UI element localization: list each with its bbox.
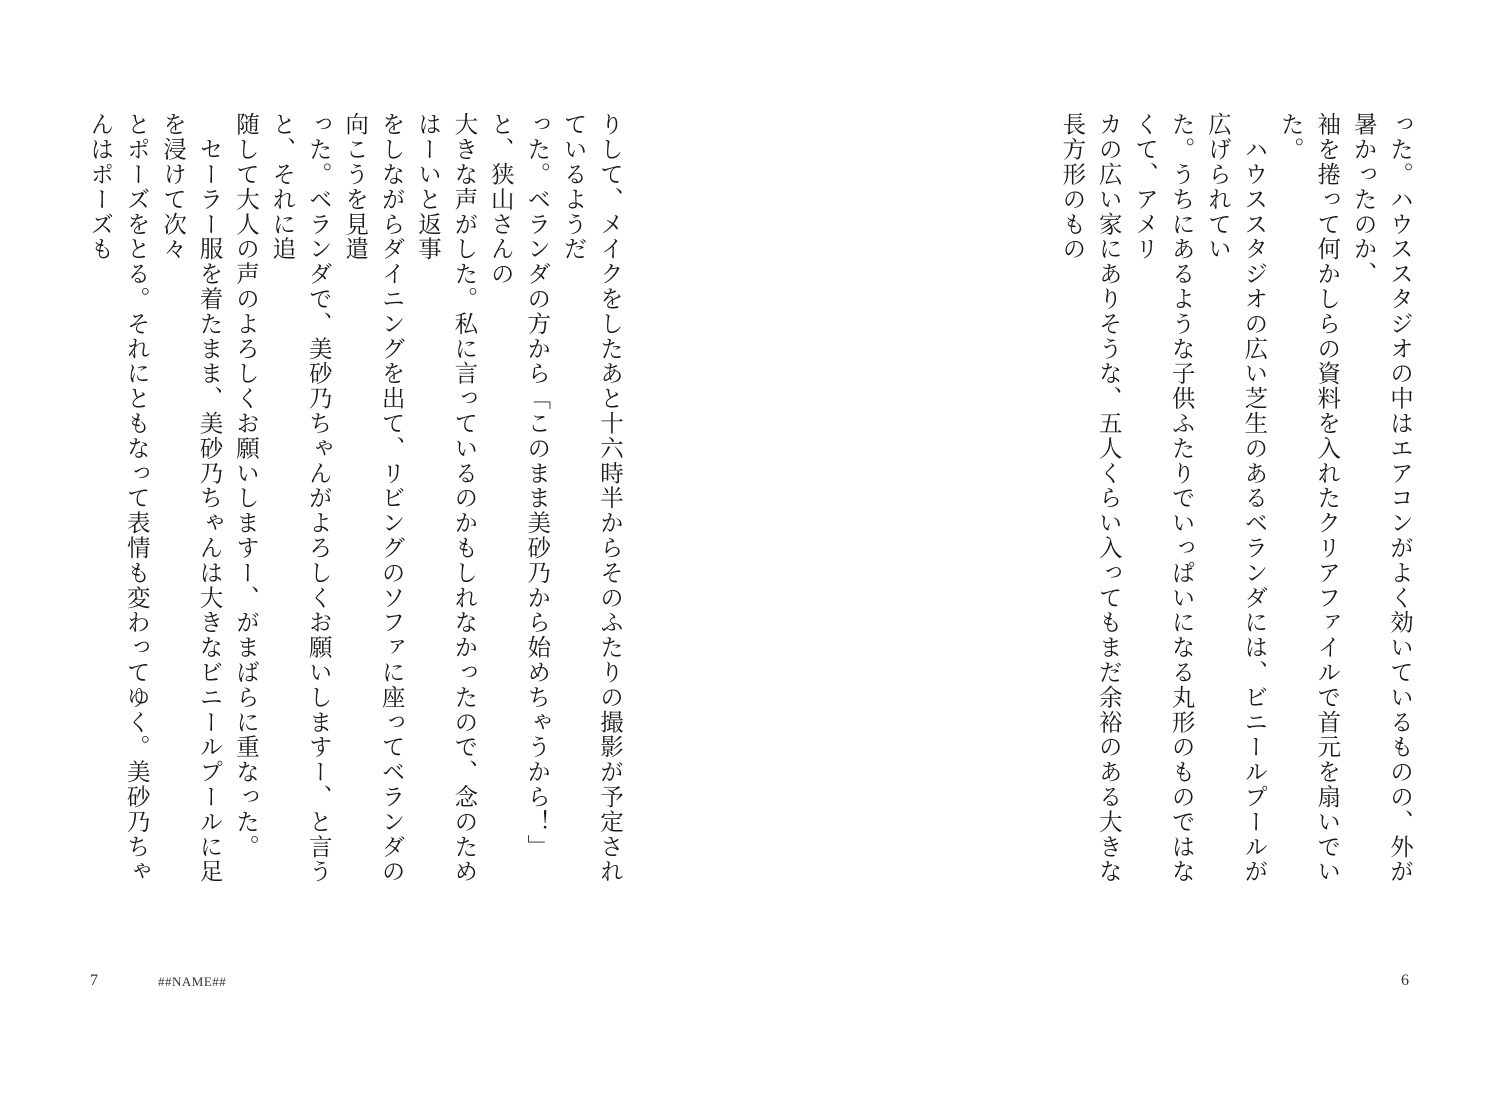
page-number: 6 <box>1401 972 1409 989</box>
text-line: をしながらダイニングを出て、リビングのソファに座ってベランダの向こうを見遣 <box>341 112 406 884</box>
text-line <box>1053 112 1054 902</box>
left-page-body-text <box>82 112 628 902</box>
text-line: 大きな声がした。私に言っているのかもしれなかったので、念のためはーいと返事 <box>413 112 479 884</box>
text-line: カの広い家にありそうな、五人くらい入ってもまだ余裕のある大きな長方形のもの <box>1058 112 1123 884</box>
text-line: った。ベランダの方から「このまま美砂乃から始めちゃうから！」と、狭山さんの <box>486 112 552 859</box>
text-line: った。ハウススタジオの中はエアコンがよく効いているものの、外が暑かったのか、 <box>1349 112 1414 884</box>
text-line: 袖を捲って何かしらの資料を入れたクリアファイルで首元を扇いでいた。 <box>1276 112 1342 884</box>
text-line: りして、メイクをしたあと十六時半からそのふたりの撮影が予定されているようだ <box>559 112 624 884</box>
text-line: セーラー服を着たまま、美砂乃ちゃんは大きなビニールプールに足を浸けて次々 <box>159 112 224 884</box>
text-line: 随して大人の声のよろしくお願いしますー、がまばらに重なった。 <box>231 112 260 859</box>
right-page <box>750 0 1500 1102</box>
text-line: った。ベランダで、美砂乃ちゃんがよろしくお願いしますー、と言うと、それに追 <box>268 112 333 884</box>
running-head: ##NAME## <box>158 974 227 989</box>
text-line: ハウススタジオの広い芝生のあるベランダには、ビニールプールが広げられてい <box>1203 112 1269 884</box>
right-page-body-text <box>1053 112 1418 902</box>
text-line: た。うちにあるような子供ふたりでいっぱいになる丸形のものではなくて、アメリ <box>1131 112 1196 884</box>
text-line: とポーズをとる。それにともなって表情も変わってゆく。美砂乃ちゃんはポーズも <box>86 112 151 884</box>
page-number: 7 <box>90 972 98 989</box>
